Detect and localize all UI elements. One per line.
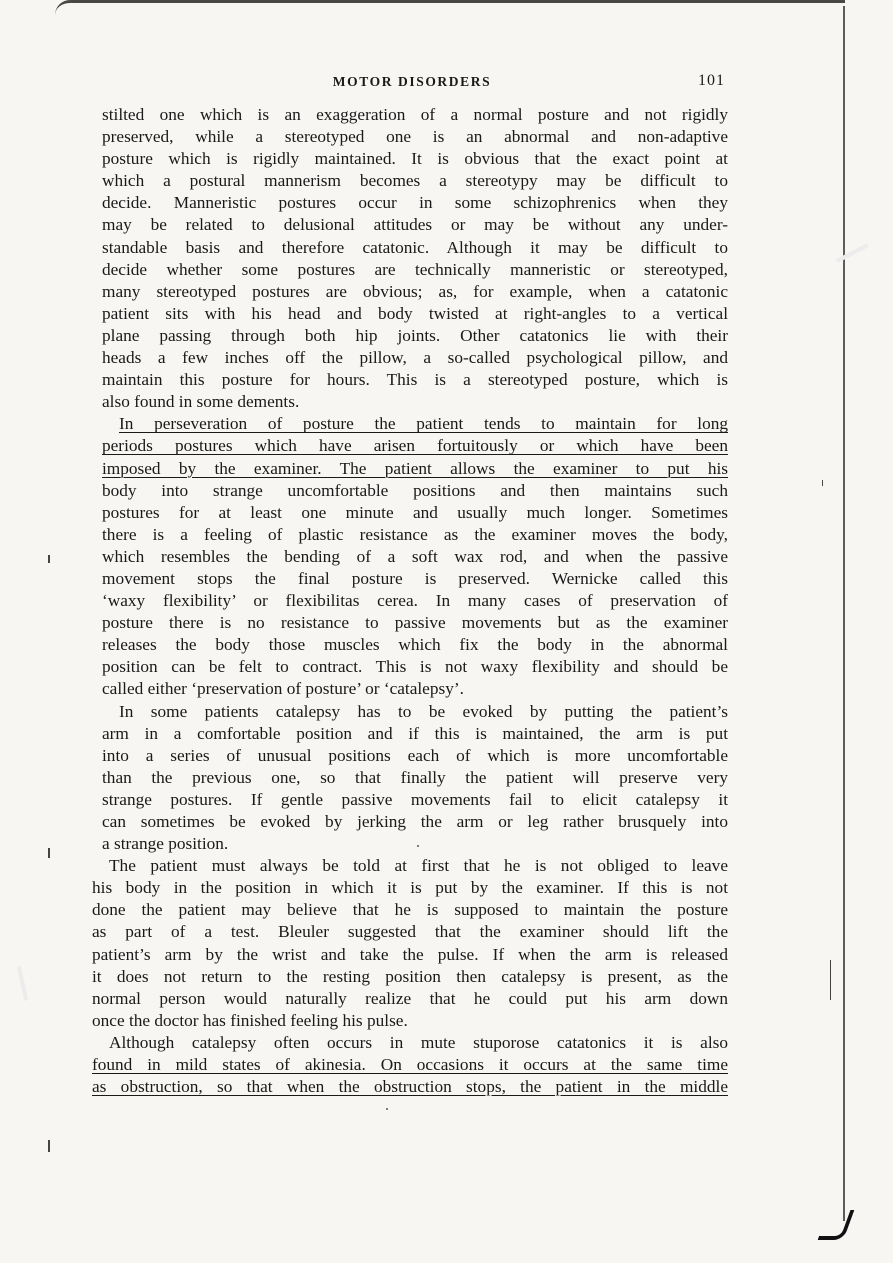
text-line: The patient must always be told at first that he is not obliged to leave xyxy=(109,856,728,876)
text-line: maintain this posture for hours. This is a stereotyped posture, which is xyxy=(102,370,728,390)
text-line-underlined: found in mild states of akinesia. On occasions it occurs at the same time xyxy=(92,1055,728,1075)
text-line: releases the body those muscles which fix the body in the abnormal xyxy=(102,635,728,655)
text-line: heads a few inches off the pillow, a so-called psychological pillow, and xyxy=(102,348,728,368)
text-line: plane passing through both hip joints. Other catatonics lie with their xyxy=(102,325,728,345)
body-text xyxy=(92,104,728,1098)
text-line: than the previous one, so that finally the patient will preserve very xyxy=(102,767,728,787)
margin-mark xyxy=(48,555,50,563)
text-line: normal person would naturally realize that he could put his arm down xyxy=(92,988,728,1008)
text-line: can sometimes be evoked by jerking the arm or leg rather brusquely into xyxy=(102,812,728,831)
text-line: decide. Manneristic postures occur in some schizophrenics when they xyxy=(102,193,728,213)
text-line: done the patient may believe that he is supposed to maintain the posture xyxy=(92,900,728,920)
text-line-underlined: as obstruction, so that when the obstruction stops, the patient in the middle xyxy=(92,1077,728,1097)
text-line: stilted one which is an exaggeration of a normal posture and not rigidly xyxy=(102,105,728,124)
text-line: there is a feeling of plastic resistance as the examiner moves the body, xyxy=(102,524,728,544)
text-line: called either ‘preservation of posture’ or ‘catalepsy’. xyxy=(102,679,464,699)
text-line: it does not return to the resting position then catalepsy is present, as the xyxy=(92,966,728,986)
text-line: position can be felt to contract. This is not waxy flexibility and should be xyxy=(102,657,728,677)
text-line: many stereotyped postures are obvious; as, for example, when a catatonic xyxy=(102,281,728,301)
text-line: which resembles the bending of a soft wax rod, and when the passive xyxy=(102,546,728,566)
text-line: strange postures. If gentle passive movements fail to elicit catalepsy it xyxy=(102,789,728,809)
running-header xyxy=(102,72,725,94)
text-line: standable basis and therefore catatonic. Although it may be difficult to xyxy=(102,237,728,257)
text-line: posture there is no resistance to passive movements but as the examiner xyxy=(102,613,728,633)
page-top-edge xyxy=(55,0,845,15)
margin-mark xyxy=(48,1140,50,1152)
text-line-underlined: periods postures which have arisen fortuitously or which have been xyxy=(102,436,728,456)
text-line: movement stops the final posture is preserved. Wernicke called this xyxy=(102,568,728,588)
text-line: a strange position. xyxy=(102,834,229,854)
text-line: Although catalepsy often occurs in mute stuporose catatonics it is also xyxy=(109,1032,728,1052)
text-line: may be related to delusional attitudes or may be without any under- xyxy=(102,215,728,235)
text-line: patient’s arm by the wrist and take the pulse. If when the arm is released xyxy=(92,944,728,964)
text-line: In some patients catalepsy has to be evoked by putting the patient’s xyxy=(119,701,728,721)
text-line: preserved, while a stereotyped one is an abnormal and non-adaptive xyxy=(102,127,728,147)
text-line: arm in a comfortable position and if this is maintained, the arm is put xyxy=(102,723,728,743)
text-line: postures for at least one minute and usually much longer. Sometimes xyxy=(102,502,728,522)
text-line: which a postural mannerism becomes a stereotypy may be difficult to xyxy=(102,171,728,191)
text-line: into a series of unusual positions each of which is more uncomfortable xyxy=(102,745,728,765)
text-line: body into strange uncomfortable positions and then maintains such xyxy=(102,480,728,500)
text-line: ‘waxy flexibility’ or flexibilitas cerea. In many cases of preservation of xyxy=(102,591,728,611)
text-line-underlined: imposed by the examiner. The patient allows the examiner to put his xyxy=(102,458,728,478)
text-line: his body in the position in which it is put by the examiner. If this is not xyxy=(92,878,728,898)
text-line: once the doctor has finished feeling his pulse. xyxy=(92,1010,408,1030)
faint-watermark-glyph: / xyxy=(4,959,41,1007)
faint-watermark-glyph: / xyxy=(830,231,874,275)
running-title: MOTOR DISORDERS xyxy=(332,74,492,89)
page-corner-curl xyxy=(818,1210,855,1240)
ink-speck xyxy=(386,1108,388,1110)
text-line: as part of a test. Bleuler suggested that the examiner should lift the xyxy=(92,922,728,942)
text-line: posture which is rigidly maintained. It is obvious that the exact point at xyxy=(102,149,728,169)
page-right-edge xyxy=(843,6,845,1221)
margin-mark xyxy=(822,480,823,486)
text-line: also found in some dements. xyxy=(102,392,300,412)
margin-mark xyxy=(48,848,50,858)
page-number: 101 xyxy=(698,72,725,89)
text-line-underlined: In perseveration of posture the patient tends to maintain for long xyxy=(119,414,728,434)
text-line: decide whether some postures are technically manneristic or stereotyped, xyxy=(102,259,728,279)
text-line: patient sits with his head and body twisted at right-angles to a vertical xyxy=(102,303,728,323)
margin-mark xyxy=(830,960,831,1000)
